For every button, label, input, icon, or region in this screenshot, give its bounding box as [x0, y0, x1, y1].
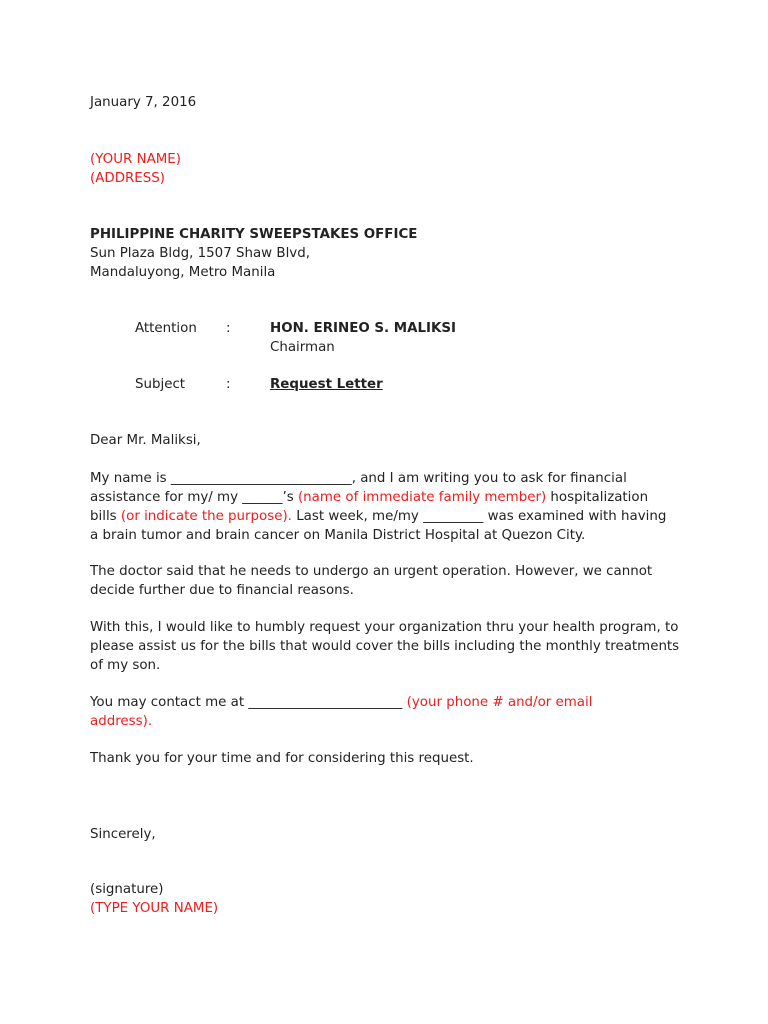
attention-label: Attention — [135, 321, 197, 336]
paragraph-4-line-2: address). — [90, 714, 153, 729]
recipient-block — [90, 225, 690, 282]
paragraph-3 — [90, 618, 690, 675]
paragraph-4-line-1 — [90, 693, 690, 712]
purpose-placeholder: (or indicate the purpose). — [120, 509, 292, 524]
paragraph-2-line-1: The doctor said that he needs to undergo an urgent operation. However, we cannot — [90, 564, 653, 579]
paragraph-5: Thank you for your time and for considering this request. — [90, 751, 474, 766]
sender-address-placeholder: (ADDRESS) — [90, 171, 165, 186]
signature-placeholder: (signature) — [90, 882, 164, 897]
recipient-organization: PHILIPPINE CHARITY SWEEPSTAKES OFFICE — [90, 227, 418, 242]
paragraph-3-line-1: With this, I would like to humbly request your organization thru your health program, to — [90, 620, 679, 635]
attention-name: HON. ERINEO S. MALIKSI — [270, 321, 456, 336]
paragraph-4 — [90, 693, 690, 731]
attention-title: Chairman — [270, 340, 335, 355]
closing: Sincerely, — [90, 827, 156, 842]
paragraph-2-line-2: decide further due to financial reasons. — [90, 583, 354, 598]
sender-block — [90, 150, 690, 188]
paragraph-3-line-2: please assist us for the bills that would cover the bills including the monthly treatments — [90, 639, 680, 654]
p1-l3-text-a: bills — [90, 509, 121, 524]
paragraph-1 — [90, 469, 690, 545]
p1-l3-text-b: Last week, me/my _________ was examined with having — [291, 509, 667, 524]
subject-value: Request Letter — [270, 377, 383, 392]
p4-l1-text-a: You may contact me at _______________________ — [90, 695, 407, 710]
contact-placeholder: (your phone # and/or email — [406, 695, 593, 710]
subject-label: Subject — [135, 377, 186, 392]
paragraph-3-line-3: of my son. — [90, 658, 161, 673]
paragraph-1-line-4: a brain tumor and brain cancer on Manila District Hospital at Quezon City. — [90, 528, 586, 543]
signature-block — [90, 880, 690, 918]
paragraph-1-line-3 — [90, 507, 690, 526]
paragraph-1-line-1: My name is ___________________________, and I am writing you to ask for financial — [90, 471, 627, 486]
recipient-address-line2: Mandaluyong, Metro Manila — [90, 265, 276, 280]
p1-l2-text-b: hospitalization — [546, 490, 649, 505]
paragraph-2 — [90, 562, 690, 600]
subject-colon: : — [226, 377, 231, 392]
p1-l2-text-a: assistance for my/ my ______’s — [90, 490, 298, 505]
typed-name-placeholder: (TYPE YOUR NAME) — [90, 901, 219, 916]
attention-colon: : — [226, 321, 231, 336]
recipient-address-line1: Sun Plaza Bldg, 1507 Shaw Blvd, — [90, 246, 310, 261]
paragraph-1-line-2 — [90, 488, 690, 507]
salutation: Dear Mr. Maliksi, — [90, 433, 201, 448]
sender-name-placeholder: (YOUR NAME) — [90, 152, 181, 167]
letter-date: January 7, 2016 — [90, 95, 197, 110]
family-member-placeholder: (name of immediate family member) — [297, 490, 547, 505]
